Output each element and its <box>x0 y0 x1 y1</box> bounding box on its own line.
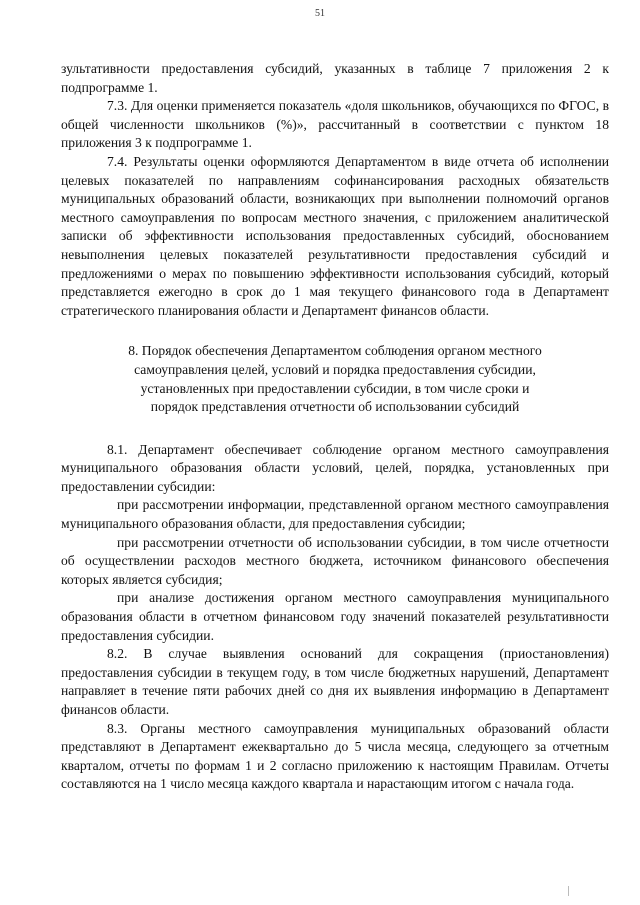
paragraph-8-3: 8.3. Органы местного самоуправления муниципальных образований области представляют в Департамент ежеквартально до 5 числа месяца, следующего за отчетным кварталом, отчеты по формам 1 и 2 согласно приложению к настоящим Правилам. Отчеты составляются на 1 число месяца каждого квартала и нарастающим итогом с начала года. <box>61 720 609 792</box>
scan-edge-mark <box>568 886 569 896</box>
paragraph-8-1-item-a: при рассмотрении информации, представленной органом местного самоуправления муниципального образования области, для предоставления субсидии; <box>61 497 609 532</box>
document-body <box>61 60 609 794</box>
paragraph-8-2: 8.2. В случае выявления оснований для сокращения (приостановления) предоставления субсидии в текущем году, в том числе бюджетных нарушений, Департамент направляет в течение пяти рабочих дней со дня их выявления информацию в Департамент финансов области. <box>61 646 609 717</box>
paragraph-7-3: 7.3. Для оценки применяется показатель «доля школьников, обучающихся по ФГОС, в общей численности школьников (%)», рассчитанный в соответствии с пунктом 18 приложения 3 к подпрограмме 1. <box>61 98 609 151</box>
paragraph-7-4: 7.4. Результаты оценки оформляются Департаментом в виде отчета об исполнении целевых показателей по направлениям софинансирования расходных обязательств муниципальных образований области, возникающих при выполнении полномочий органов местного самоуправления по вопросам местного значения, с приложением аналитической записки об эффективности использования предоставленных субсидий, обоснованием невыполнения целевых показателей результативности предоставления субсидий и предложениями о мерах по повышению эффективности использования субсидий, который представляется ежегодно в срок до 1 мая текущего финансового года в Департамент стратегического планирования области и Департамент финансов области. <box>61 153 609 318</box>
paragraph-intro-continuation: зультативности предоставления субсидий, указанных в таблице 7 приложения 2 к подпрограмме 1. <box>61 61 609 95</box>
paragraph-8-1: 8.1. Департамент обеспечивает соблюдение органом местного самоуправления муниципального образования области условий, целей, порядка, установленных при предоставлении субсидии: <box>61 441 609 494</box>
page-number: 51 <box>315 8 325 19</box>
paragraph-8-1-item-b: при рассмотрении отчетности об использовании субсидии, в том числе отчетности об осуществлении расходов местного бюджета, источником финансового обеспечения которых является субсидия; <box>61 534 609 587</box>
paragraph-8-1-item-c: при анализе достижения органом местного самоуправления муниципального образования области в отчетном финансовом году значений показателей результативности предоставления субсидии. <box>61 590 609 643</box>
section-8-heading: 8. Порядок обеспечения Департаментом соблюдения органом местного самоуправления целей, условий и порядка предоставления субсидии, установленных при предоставлении субсидии, в том числе сроки и порядок представления отчетности об использовании субсидий <box>128 343 542 415</box>
